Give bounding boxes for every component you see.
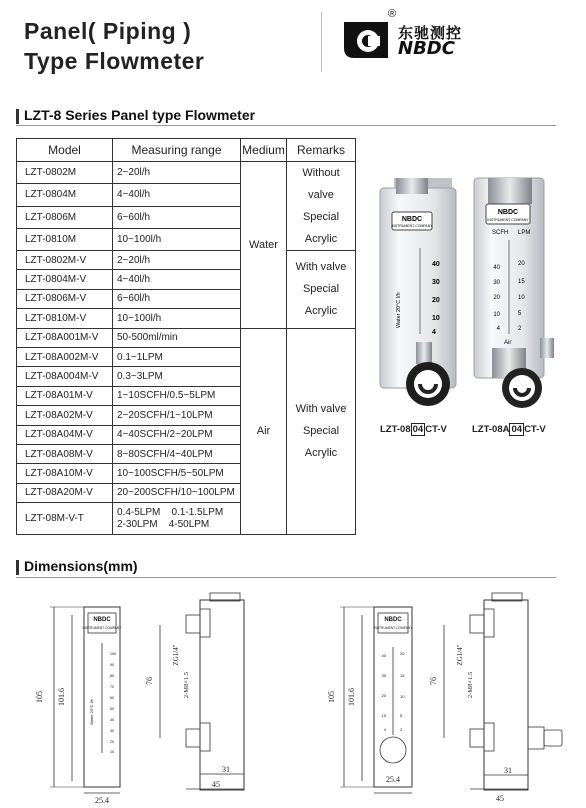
right-tick-left: 40 [493, 265, 500, 271]
cell-range: 10~100l/h [113, 228, 241, 250]
right-drawing-tick-right: 2 [400, 727, 403, 732]
right-drawing-tick-left: 30 [381, 673, 386, 678]
left-drawing-tick: 10 [110, 750, 114, 754]
left-drawing-tick: 40 [110, 718, 114, 722]
caption-left [380, 424, 447, 435]
cell-range: 0.1~1LPM [113, 347, 241, 366]
title-line-2: Type Flowmeter [24, 48, 205, 74]
caption-right [472, 424, 546, 435]
cell-range: 4~40SCFH/2~20LPM [113, 425, 241, 444]
cell-remarks-group-2 [287, 251, 356, 329]
right-meter-unit-right: LPM [518, 230, 531, 236]
cell-range: 6~60l/h [113, 206, 241, 228]
cell-model: LZT-0806M [17, 206, 113, 228]
caption-left-box: 04 [412, 424, 424, 435]
left-tick: 40 [432, 261, 440, 268]
left-drawing-tick: 30 [110, 729, 114, 733]
left-meter-sub: INSTRUMENT COMPANY [391, 224, 433, 228]
cell-range: 4~40l/h [113, 184, 241, 206]
spec-table [16, 138, 356, 535]
right-drawing-tick-left: 20 [381, 693, 386, 698]
cell-remarks-group-1 [287, 162, 356, 251]
product-photo [370, 138, 566, 438]
left-front-view [35, 607, 122, 805]
table-row [17, 328, 356, 347]
cell-model: LZT-0806M-V [17, 289, 113, 308]
cell-range: 8~80SCFH/4~40LPM [113, 444, 241, 463]
cell-range-multi [113, 503, 241, 535]
left-meter-scale-label: Water 20°C l/h [396, 292, 402, 328]
right-flowmeter [474, 178, 554, 408]
left-drawing-tick: 70 [110, 685, 114, 689]
right-drawing-sub: INSTRUMENT COMPANY [373, 626, 413, 630]
left-drawing-tick: 20 [110, 740, 114, 744]
left-flowmeter [380, 178, 456, 406]
right-tick-right: 10 [518, 295, 525, 301]
caption-right-suffix: CT-V [524, 424, 546, 435]
right-side-view [429, 593, 562, 803]
cell-medium-water: Water [241, 162, 287, 329]
remarks-line: Acrylic [304, 447, 338, 460]
right-drawing-tick-left: 4 [383, 727, 386, 732]
cell-model: LZT-08A08M-V [17, 444, 113, 463]
cell-model: LZT-08A001M-V [17, 328, 113, 347]
cell-model: LZT-08A004M-V [17, 367, 113, 386]
right-drawing-tick-right: 20 [400, 651, 405, 656]
right-tick-left: 30 [493, 280, 500, 286]
right-tick-left: 10 [493, 312, 500, 318]
cell-range: 20~200SCFH/10~100LPM [113, 483, 241, 502]
right-tick-left: 4 [496, 326, 500, 332]
right-tick-left: 20 [493, 295, 500, 301]
remarks-line: Acrylic [304, 305, 338, 318]
table-row [17, 162, 356, 184]
left-dim-thread: ZG1/4" [172, 644, 180, 666]
left-dim-holes: 2-M8×1.5 [183, 671, 190, 699]
right-tick-right: 20 [518, 261, 525, 267]
cell-model: LZT-0802M-V [17, 251, 113, 270]
title-line-1: Panel( Piping ) [24, 18, 192, 44]
section-rule [16, 125, 556, 126]
left-drawing-tick: 90 [110, 663, 114, 667]
range-line: 0.4-5LPM 0.1-1.5LPM [117, 506, 224, 518]
dimensions-section-title: Dimensions(mm) [24, 558, 138, 574]
left-tick: 30 [432, 279, 440, 286]
cell-model: LZT-08A20M-V [17, 483, 113, 502]
cell-model: LZT-0804M-V [17, 270, 113, 289]
right-meter-brand: NBDC [497, 209, 519, 216]
remarks-line: Special [302, 283, 340, 296]
cell-range: 50-500ml/min [113, 328, 241, 347]
cell-range: 1~10SCFH/0.5~5LPM [113, 386, 241, 405]
right-drawing-tick-right: 10 [400, 694, 405, 699]
left-drawing-sub: INSTRUMENT COMPANY [82, 626, 122, 630]
cell-model: LZT-0802M [17, 162, 113, 184]
left-dim-total-height: 105 [35, 691, 44, 703]
right-dim-holes: 2-M8×1.5 [467, 671, 474, 699]
cell-model: LZT-08A002M-V [17, 347, 113, 366]
header-range: Measuring range [113, 139, 241, 162]
right-dim-scale-height: 101.6 [347, 688, 356, 706]
left-tick: 4 [432, 329, 436, 336]
right-meter-sub: INSTRUMENT COMPANY [487, 218, 529, 222]
left-drawing-tick: 60 [110, 696, 114, 700]
left-dim-depth: 31 [222, 765, 230, 774]
header-divider [321, 12, 322, 72]
right-tick-right: 15 [518, 279, 525, 285]
section-marker [16, 109, 19, 124]
header-medium: Medium [241, 139, 287, 162]
right-drawing-tick-right: 5 [400, 713, 403, 718]
cell-range: 0.3~3LPM [113, 367, 241, 386]
right-front-view [327, 607, 413, 793]
dimension-drawings [0, 585, 586, 807]
cell-model: LZT-0804M [17, 184, 113, 206]
caption-right-prefix: LZT-08A [472, 424, 510, 435]
brand-english: NBDC [398, 38, 455, 59]
cell-remarks-group-3 [287, 328, 356, 535]
left-meter-brand: NBDC [401, 216, 423, 223]
remarks-line: Acrylic [304, 233, 338, 245]
left-tick: 20 [432, 297, 440, 304]
registered-mark: ® [388, 8, 397, 20]
brand-chinese: 东驰测控 [398, 24, 463, 42]
cell-model: LZT-08M-V-T [17, 503, 113, 535]
header-model: Model [17, 139, 113, 162]
left-drawing-brand: NBDC [93, 617, 111, 623]
right-drawing-tick-right: 15 [400, 673, 405, 678]
cell-model: LZT-08A01M-V [17, 386, 113, 405]
series-section-title: LZT-8 Series Panel type Flowmeter [24, 107, 256, 123]
left-drawing-tick: 50 [110, 707, 114, 711]
right-dim-thread: ZG1/4" [456, 644, 464, 666]
section-marker [16, 560, 19, 575]
remarks-line: With valve [295, 261, 347, 274]
cell-range: 2~20l/h [113, 162, 241, 184]
right-dim-depth-total: 45 [496, 794, 504, 803]
caption-left-suffix: CT-V [425, 424, 447, 435]
right-dim-width: 25.4 [386, 775, 400, 784]
left-dim-depth-total: 45 [212, 780, 220, 789]
remarks-line: Special [302, 211, 340, 223]
page-title [24, 16, 204, 76]
caption-right-box: 04 [511, 424, 523, 435]
cell-range: 4~40l/h [113, 270, 241, 289]
remarks-line: Without valve [302, 167, 340, 201]
remarks-line: Special [302, 425, 340, 438]
right-drawing-tick-left: 10 [381, 713, 386, 718]
left-dim-port-spacing: 76 [145, 677, 154, 685]
caption-left-prefix: LZT-08 [380, 424, 411, 435]
left-side-view [145, 593, 244, 790]
header-remarks: Remarks [287, 139, 356, 162]
left-tick: 10 [432, 315, 440, 322]
right-dim-total-height: 105 [327, 691, 336, 703]
cell-model: LZT-08A04M-V [17, 425, 113, 444]
left-drawing-scale-label: Water 20°C l/h [89, 699, 94, 725]
left-dim-width: 25.4 [95, 796, 109, 805]
cell-model: LZT-08A02M-V [17, 406, 113, 425]
cell-range: 6~60l/h [113, 289, 241, 308]
left-dim-scale-height: 101.6 [57, 688, 66, 706]
cell-range: 10~100SCFH/5~50LPM [113, 464, 241, 483]
right-tick-right: 2 [518, 326, 522, 332]
right-meter-unit-left: SCFH [492, 230, 509, 236]
right-meter-medium: Air [504, 340, 512, 346]
cell-model: LZT-0810M [17, 228, 113, 250]
right-drawing-tick-left: 40 [381, 653, 386, 658]
left-drawing-tick: 80 [110, 674, 114, 678]
left-drawing-tick: 100 [110, 652, 116, 656]
cell-range: 2~20l/h [113, 251, 241, 270]
section-rule [16, 577, 556, 578]
table-header-row [17, 139, 356, 162]
cell-range: 10~100l/h [113, 309, 241, 328]
range-line: 2-30LPM 4-50LPM [117, 518, 210, 530]
right-drawing-brand: NBDC [384, 617, 402, 623]
cell-medium-air: Air [241, 328, 287, 535]
right-dim-depth: 31 [504, 766, 512, 775]
table-row [17, 251, 356, 270]
remarks-line: With valve [295, 403, 347, 416]
right-dim-port-spacing: 76 [429, 677, 438, 685]
cell-range: 2~20SCFH/1~10LPM [113, 406, 241, 425]
cell-model: LZT-0810M-V [17, 309, 113, 328]
cell-model: LZT-08A10M-V [17, 464, 113, 483]
right-tick-right: 5 [518, 311, 522, 317]
